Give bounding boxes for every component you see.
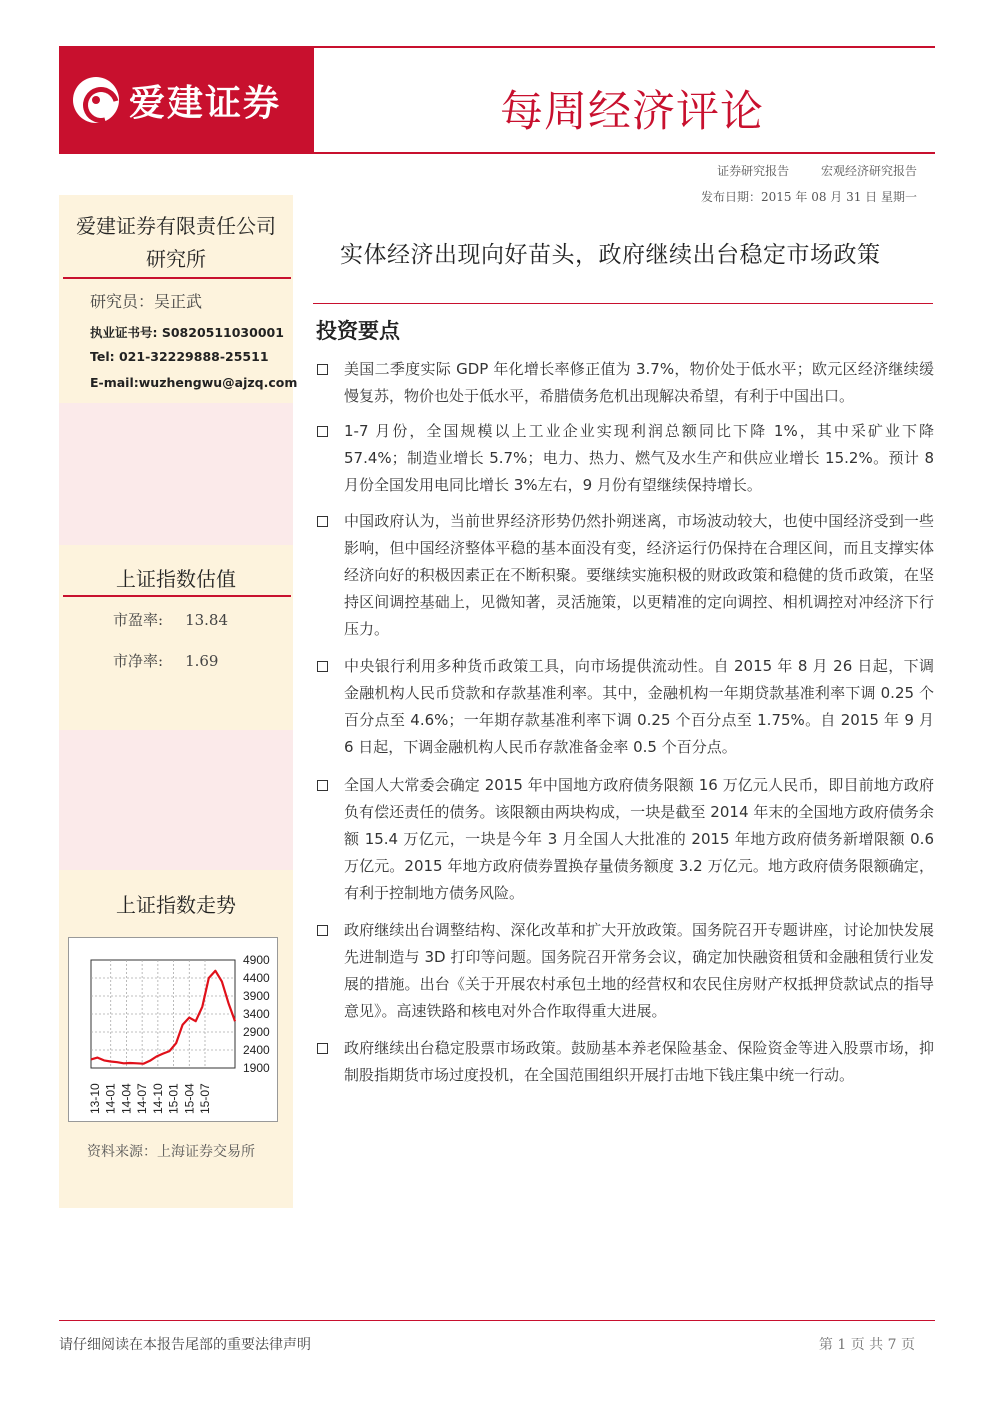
- company-logo: [59, 48, 314, 152]
- y-tick-label: 3400: [243, 1007, 270, 1021]
- y-tick-label: 4900: [243, 953, 270, 967]
- list-item: 全国人大常委会确定 2015 年中国地方政府债务限额 16 万亿元人民币，即目前地方政府负有偿还责任的债务。该限额由两块构成，一块是截至 2014 年末的全国地方政府债务余额 15.4 万亿元，一块是今年 3 月全国人大批准的 2015 年地方政府债务新增限额 0.6 万亿元。2015 年地方政府债券置换存量债务额度 3.2 万亿元。地方政府债务限额确定，有利于控制地方债务风险。: [314, 772, 934, 907]
- cert-number: 执业证书号: S0820511030001: [90, 325, 284, 340]
- sidebar-rule: [63, 277, 291, 279]
- pb-value: 1.69: [185, 652, 219, 670]
- report-category: 宏观经济研究报告: [820, 164, 917, 178]
- data-source: 资料来源：上海证券交易所: [87, 1144, 255, 1160]
- index-chart-svg: [69, 938, 279, 1123]
- header-rule: [59, 152, 935, 154]
- list-item: 1-7 月份，全国规模以上工业企业实现利润总额同比下降 1%，其中采矿业下降 57.4%；制造业增长 5.7%；电力、热力、燃气及水生产和供应业增长 15.2%。预计 8 月份全国发用电同比增长 3%左右，9 月份有望继续保持增长。: [314, 418, 934, 499]
- trend-heading: 上证指数走势: [116, 893, 236, 917]
- valuation-rule: [63, 595, 291, 597]
- y-tick-label: 4400: [243, 971, 270, 985]
- report-type: 证券研究报告: [717, 164, 790, 178]
- x-tick-label: 14-10: [150, 1083, 165, 1114]
- main-title: 实体经济出现向好苗头，政府继续出台稳定市场政策: [340, 242, 881, 268]
- x-tick-label: 13-10: [88, 1083, 102, 1114]
- pe-row: [113, 609, 228, 630]
- page-number: 第 1 页 共 7 页: [818, 1337, 915, 1353]
- pb-label: 市净率:: [113, 652, 164, 670]
- list-item: 中国政府认为，当前世界经济形势仍然扑朔迷离，市场波动较大，也使中国经济受到一些影响，但中国经济整体平稳的基本面没有变，经济运行仍保持在合理区间，而且支撑实体经济向好的积极因素正在不断积聚。要继续实施积极的财政政策和稳健的货币政策，在坚持区间调控基础上，见微知著，灵活施策，以更精准的定向调控、相机调控对冲经济下行压力。: [314, 508, 934, 643]
- section-title: 投资要点: [316, 319, 400, 343]
- publish-date: 发布日期：2015 年 08 月 31 日 星期一: [701, 190, 917, 204]
- x-tick-label: 15-07: [198, 1083, 212, 1114]
- x-tick-label: 14-04: [119, 1083, 134, 1114]
- company-name: [59, 210, 293, 276]
- telephone: Tel: 021-32229888-25511: [90, 349, 269, 364]
- sidebar-spacer: [59, 403, 293, 545]
- list-item: 政府继续出台调整结构、深化改革和扩大开放政策。国务院召开专题讲座，讨论加快发展先进制造与 3D 打印等问题。国务院召开常务会议，确定加快融资租赁和金融租赁行业发展的措施。出台《关于开展农村承包土地的经营权和农民住房财产权抵押贷款试点的指导意见》。高速铁路和核电对外合作取得重大进展。: [314, 917, 934, 1025]
- y-tick-label: 1900: [243, 1061, 270, 1075]
- y-tick-label: 2400: [243, 1043, 270, 1057]
- researcher: 研究员：吴正武: [90, 292, 203, 311]
- pe-value: 13.84: [185, 611, 229, 629]
- list-item: 美国二季度实际 GDP 年化增长率修正值为 3.7%，物价处于低水平；欧元区经济继续缓慢复苏，物价也处于低水平，希腊债务危机出现解决希望，有利于中国出口。: [314, 356, 934, 410]
- footer-rule: [59, 1320, 935, 1321]
- report-type-line: [600, 162, 917, 179]
- logo-icon: [73, 77, 119, 123]
- y-tick-label: 3900: [243, 989, 270, 1003]
- list-item: 中央银行利用多种货币政策工具，向市场提供流动性。自 2015 年 8 月 26 日起，下调金融机构人民币贷款和存款基准利率。其中，金融机构一年期贷款基准利率下调 0.25 个百分点至 4.6%；一年期存款基准利率下调 0.25 个百分点至 1.75%。自 2015 年 9 月 6 日起，下调金融机构人民币存款准备金率 0.5 个百分点。: [314, 653, 934, 761]
- main-rule: [313, 303, 933, 304]
- index-chart: [68, 937, 278, 1122]
- pb-row: [113, 650, 218, 671]
- sidebar-spacer: [59, 730, 293, 870]
- company-line1: 爱建证券有限责任公司: [76, 214, 276, 238]
- email: E-mail:wuzhengwu@ajzq.com: [90, 375, 298, 390]
- y-tick-label: 2900: [243, 1025, 270, 1039]
- pe-label: 市盈率:: [113, 611, 164, 629]
- x-tick-label: 14-01: [103, 1083, 118, 1114]
- x-tick-label: 15-01: [166, 1083, 181, 1114]
- report-series-title: 每周经济评论: [500, 87, 764, 137]
- company-line2: 研究所: [146, 247, 206, 271]
- x-tick-label: 15-04: [182, 1083, 197, 1114]
- list-item: 政府继续出台稳定股票市场政策。鼓励基本养老保险基金、保险资金等进入股票市场，抑制股指期货市场过度投机，在全国范围组织开展打击地下钱庄集中统一行动。: [314, 1035, 934, 1089]
- valuation-heading: 上证指数估值: [116, 567, 236, 591]
- legal-disclaimer: 请仔细阅读在本报告尾部的重要法律声明: [59, 1337, 311, 1353]
- x-tick-label: 14-07: [135, 1083, 150, 1114]
- logo-text: 爱建证券: [129, 81, 282, 124]
- key-points-list: [314, 356, 934, 1089]
